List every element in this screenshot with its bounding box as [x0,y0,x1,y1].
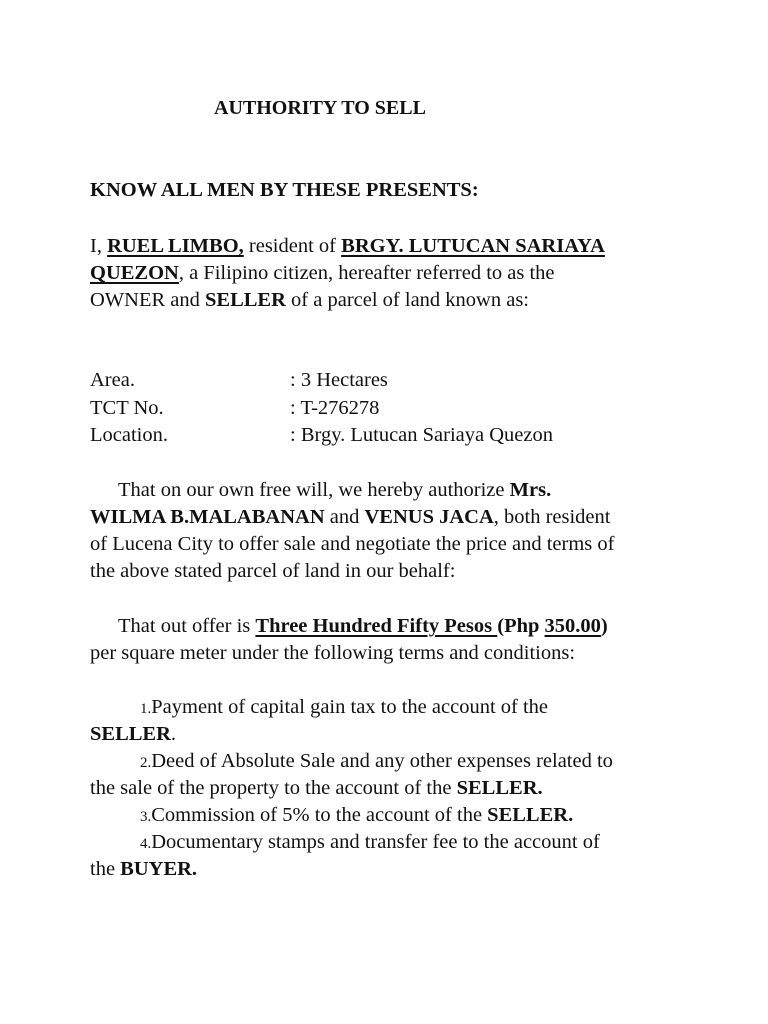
term-number: 2. [140,755,152,771]
property-value: : Brgy. Lutucan Sariaya Quezon [290,424,554,446]
authorization-line-3: of Lucena City to offer sale and negotiate the price and terms of [90,533,615,555]
term-item: 4.Documentary stamps and transfer fee to the account of [140,831,600,853]
offer-amount: 350.00 [544,615,601,637]
owner-address-cont: QUEZON [90,262,179,284]
property-label: TCT No. [90,397,164,419]
property-area [90,366,388,394]
offer-line-1: That out offer is Three Hundred Fifty Pesos (Php 350.00) [118,615,608,637]
agent-name: VENUS JACA [364,506,494,528]
term-item-cont: the sale of the property to the account of the SELLER. [90,777,543,799]
term-number: 3. [140,809,152,825]
term-number: 4. [140,836,152,852]
intro-line-1: I, RUEL LIMBO, resident of BRGY. LUTUCAN SARIAYA [90,235,605,257]
term-item-cont: the BUYER. [90,858,198,880]
intro-line-2: QUEZON, a Filipino citizen, hereafter referred to as the [90,262,555,284]
property-label: Location. [90,424,168,446]
property-label: Area. [90,369,135,391]
authorization-line-4: the above stated parcel of land in our behalf: [90,560,456,582]
term-item: 1.Payment of capital gain tax to the account of the [140,696,549,718]
agent-name: WILMA B.MALABANAN [90,506,325,528]
property-tct [90,394,380,422]
owner-address: BRGY. LUTUCAN SARIAYA [341,235,605,257]
term-item: 3.Commission of 5% to the account of the SELLER. [140,804,574,826]
document-title: AUTHORITY TO SELL [214,97,426,119]
offer-line-2: per square meter under the following terms and conditions: [90,642,576,664]
term-item-cont: SELLER. [90,723,177,745]
authorization-line-2: WILMA B.MALABANAN and VENUS JACA, both resident [90,506,611,528]
term-item: 2.Deed of Absolute Sale and any other expenses related to [140,750,613,772]
preamble: KNOW ALL MEN BY THESE PRESENTS: [90,179,479,201]
offer-amount-words: Three Hundred Fifty Pesos [255,615,498,637]
property-value: : 3 Hectares [290,369,388,391]
authorization-line-1: That on our own free will, we hereby authorize Mrs. [118,479,552,501]
term-number: 1. [140,701,152,717]
intro-line-3: OWNER and SELLER of a parcel of land known as: [90,289,529,311]
owner-name: RUEL LIMBO, [107,235,244,257]
property-location [90,421,554,449]
property-value: : T-276278 [290,397,380,419]
